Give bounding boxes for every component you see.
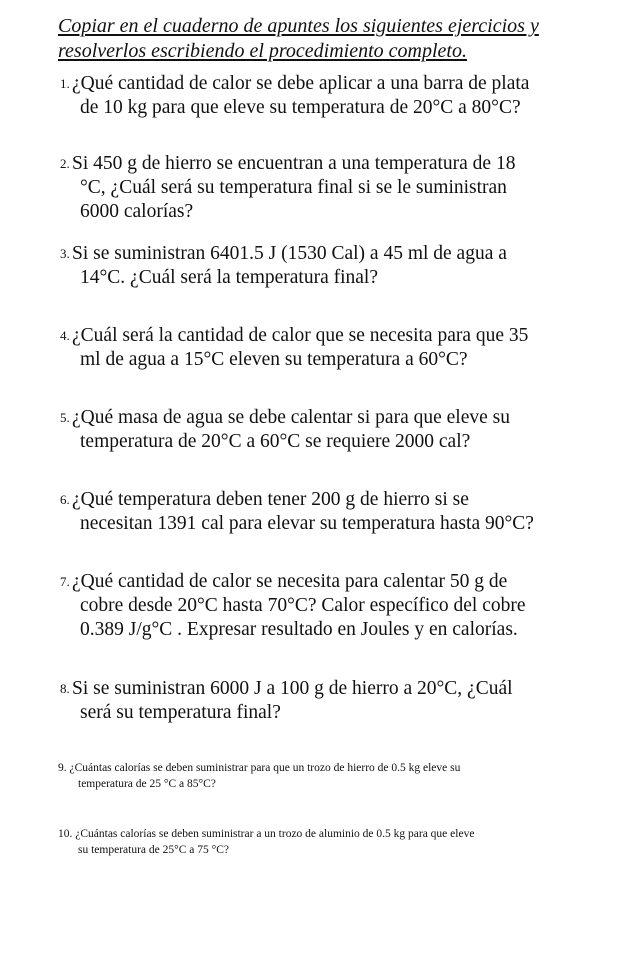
- heading-line-1: Copiar en el cuaderno de apuntes los siguientes ejercicios y: [58, 15, 539, 37]
- exercise-text-line: [58, 760, 568, 776]
- exercise-5: [60, 406, 568, 454]
- exercise-text-line: ¿Qué masa de agua se debe calentar si para que eleve su: [72, 407, 510, 428]
- exercise-text-line: será su temperatura final?: [80, 702, 281, 723]
- exercise-text-line: ¿Qué cantidad de calor se necesita para calentar 50 g de: [72, 571, 508, 592]
- exercise-text-line: cobre desde 20°C hasta 70°C? Calor específico del cobre: [80, 595, 526, 616]
- exercise-text-line: Si se suministran 6401.5 J (1530 Cal) a 45 ml de agua a: [72, 243, 507, 264]
- exercise-1: [60, 72, 568, 120]
- exercise-text-line: temperatura de 25 °C a 85°C?: [78, 778, 216, 790]
- exercise-text-line: Si 450 g de hierro se encuentran a una temperatura de 18: [72, 153, 516, 174]
- exercise-number: 7.: [60, 574, 70, 589]
- exercise-text-line: ¿Cuál será la cantidad de calor que se necesita para que 35: [72, 325, 529, 346]
- exercise-number: 1.: [60, 76, 70, 91]
- exercise-4: [60, 324, 568, 372]
- exercise-text: ¿Cuántas calorías se deben suministrar a un trozo de aluminio de 0.5 kg para que eleve: [75, 828, 475, 840]
- exercise-number: 8.: [60, 681, 70, 696]
- exercise-text-line: 14°C. ¿Cuál será la temperatura final?: [80, 267, 379, 288]
- exercise-3: [60, 242, 568, 290]
- exercise-text: ¿Cuántas calorías se deben suministrar para que un trozo de hierro de 0.5 kg eleve su: [69, 762, 461, 774]
- exercise-text-line: [58, 826, 568, 842]
- exercise-text-line: 6000 calorías?: [80, 201, 194, 222]
- exercise-text-line: temperatura de 20°C a 60°C se requiere 2000 cal?: [80, 431, 471, 452]
- exercise-text-line: ¿Qué cantidad de calor se debe aplicar a una barra de plata: [72, 73, 530, 94]
- exercise-text-line: su temperatura de 25°C a 75 °C?: [78, 844, 229, 856]
- exercise-number: 10.: [58, 828, 73, 840]
- exercise-text-line: °C, ¿Cuál será su temperatura final si se le suministran: [80, 177, 507, 198]
- exercise-text-line: de 10 kg para que eleve su temperatura de 20°C a 80°C?: [80, 97, 521, 118]
- heading-line-2: resolverlos escribiendo el procedimiento completo.: [58, 40, 467, 62]
- exercise-9: [58, 760, 568, 792]
- instructions-heading: [58, 14, 578, 64]
- exercise-number: 4.: [60, 328, 70, 343]
- exercise-text-line: ml de agua a 15°C eleven su temperatura a 60°C?: [80, 349, 468, 370]
- exercise-number: 6.: [60, 492, 70, 507]
- exercise-text-line: Si se suministran 6000 J a 100 g de hierro a 20°C, ¿Cuál: [72, 678, 513, 699]
- exercise-6: [60, 488, 568, 536]
- exercise-10: [58, 826, 568, 858]
- exercise-8: [60, 677, 568, 725]
- exercise-text-line: 0.389 J/g°C . Expresar resultado en Joules y en calorías.: [80, 619, 518, 640]
- exercise-number: 9.: [58, 762, 67, 774]
- exercise-number: 5.: [60, 410, 70, 425]
- exercise-7: [60, 570, 568, 642]
- exercise-2: [60, 152, 568, 224]
- exercise-text-line: necesitan 1391 cal para elevar su temperatura hasta 90°C?: [80, 513, 534, 534]
- exercise-number: 2.: [60, 156, 70, 171]
- exercise-text-line: ¿Qué temperatura deben tener 200 g de hierro si se: [72, 489, 469, 510]
- exercise-number: 3.: [60, 246, 70, 261]
